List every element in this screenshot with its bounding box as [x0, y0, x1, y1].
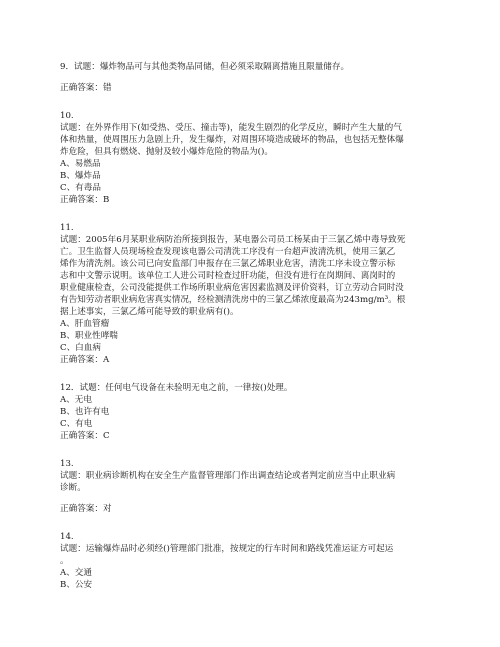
question-10-option-a: A、易燃品 [60, 159, 101, 169]
question-13-text-line: 试题：职业病诊断机构在安全生产监督管理部门作出调查结论或者判定前应当中止职业病 [60, 471, 396, 481]
question-11-text-line: 志和中文警示说明。该单位工人进公司时检查过肝功能，但没有进行在岗期间、离岗时的 [60, 271, 396, 281]
question-14-number: 14. [60, 532, 74, 542]
question-11-number: 11. [60, 223, 74, 233]
question-11-text-line: 亡。卫生监督人员现场检查发现该电器公司清洗工序没有一台超声波清洗机，使用三氯乙 [60, 247, 396, 257]
question-12-option-b: B、也许有电 [60, 407, 110, 417]
question-14-option-b: B、公安 [60, 580, 93, 590]
question-11-option-a: A、肝血管瘤 [60, 319, 110, 329]
question-13-answer: 正确答案：对 [60, 504, 112, 514]
question-14-option-a: A、交通 [60, 568, 92, 578]
question-13-text-line: 诊断。 [60, 483, 86, 493]
question-14-text-line: 。 [60, 556, 69, 566]
question-10-text-line: 炸危险，但具有燃烧、抛射及较小爆炸危险的物品为()。 [60, 147, 273, 157]
question-11-text-line: 职业健康检查，公司没能提供工作场所职业病危害因素监测及评价资料，订立劳动合同时没 [60, 283, 404, 293]
question-9-text: 9．试题：爆炸物品可与其他类物品同储，但必须采取隔离措施且限量储存。 [60, 62, 350, 72]
question-11-text-line: 有告知劳动者职业病危害真实情况，经检测清洗房中的三氯乙烯浓度最高为243mg/m³。根 [60, 295, 406, 305]
question-10-text-line: 试题：在外界作用下(如受热、受压、撞击等)，能发生剧烈的化学反应，瞬时产生大量的气 [60, 123, 402, 133]
question-12-option-c: C、有电 [60, 419, 93, 429]
question-10-option-c: C、有毒品 [60, 183, 101, 193]
question-12-answer: 正确答案：C [60, 431, 110, 441]
question-11-text-line: 据上述事实，三氯乙烯可能导致的职业病有()。 [60, 307, 239, 317]
question-10-number: 10. [60, 111, 74, 121]
question-9-answer: 正确答案：错 [60, 83, 112, 93]
question-10-answer: 正确答案：B [60, 195, 110, 205]
question-11-text-line: 烯作为清洗剂。该公司已向安监部门申报存在三氯乙烯职业危害，清洗工序未设立警示标 [60, 259, 396, 269]
question-14-text-line: 试题：运输爆炸品时必须经()管理部门批准，按规定的行车时间和路线凭准运证方可起运 [60, 544, 394, 554]
question-11-option-c: C、白血病 [60, 343, 101, 353]
question-10-option-b: B、爆炸品 [60, 171, 101, 181]
question-11-text-line: 试题：2005年6月某职业病防治所接到报告，某电器公司员工杨某由于三氯乙烯中毒导致死 [60, 235, 406, 245]
question-11-option-b: B、职业性哮喘 [60, 331, 118, 341]
question-12-text: 12．试题：任何电气设备在未验明无电之前，一律按()处理。 [60, 383, 293, 393]
question-10-text-line: 体和热量，使周围压力急剧上升，发生爆炸，对周围环境造成破坏的物品，也包括无整体爆 [60, 135, 404, 145]
question-11-answer: 正确答案：A [60, 355, 110, 365]
question-12-option-a: A、无电 [60, 395, 92, 405]
question-13-number: 13. [60, 459, 74, 469]
